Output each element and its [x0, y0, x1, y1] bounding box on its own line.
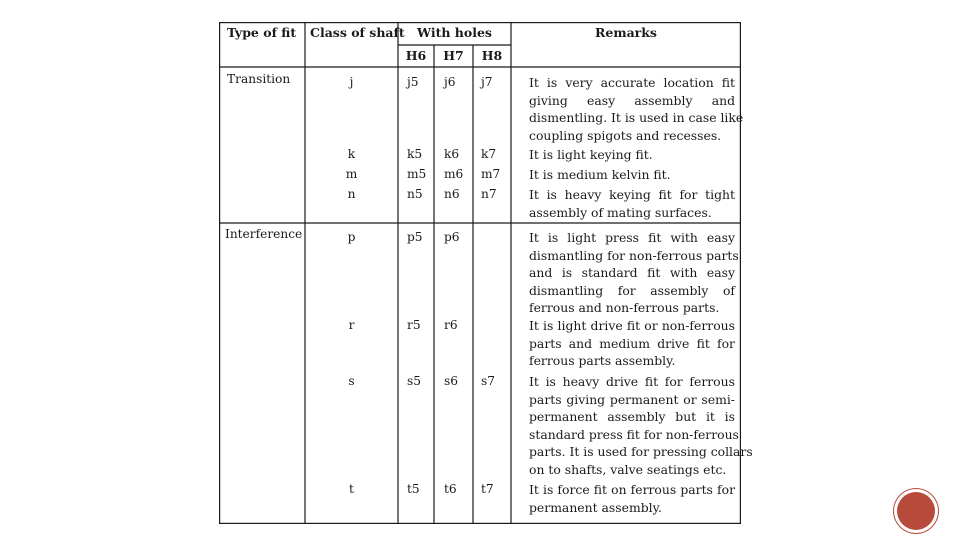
hole-h8-value: m7: [481, 167, 501, 181]
shaft-class: m: [345, 167, 358, 181]
remarks-cell: [529, 166, 735, 184]
remark-line: coupling spigots and recesses.: [529, 127, 722, 143]
remark-line: It is light keying fit.: [529, 147, 653, 162]
remarks-cell: [529, 373, 753, 478]
remark-line: and is standard fit with easy: [529, 265, 735, 280]
remark-line: It is medium kelvin fit.: [529, 167, 671, 182]
remarks-cell: [529, 317, 735, 370]
remark-line: assembly of mating surfaces.: [529, 204, 712, 220]
hole-h6-value: p5: [407, 230, 423, 244]
header-with-holes: With holes: [417, 25, 492, 40]
remark-line: ferrous parts assembly.: [529, 353, 676, 368]
remark-line: It is heavy keying fit for tight: [529, 187, 735, 202]
remark-line: dismantling for non-ferrous parts: [529, 247, 739, 263]
remark-line: parts and medium drive fit for: [529, 335, 735, 351]
hole-h8-value: j7: [481, 75, 493, 89]
hole-h7-value: p6: [444, 230, 460, 244]
remark-line: ferrous and non-ferrous parts.: [529, 300, 720, 315]
header-hole-h8: H8: [481, 48, 503, 63]
hole-h7-value: n6: [444, 187, 460, 201]
hole-h6-value: s5: [407, 374, 422, 388]
remark-line: giving easy assembly and: [529, 92, 735, 108]
shaft-class: r: [348, 318, 355, 332]
remark-line: It is light drive fit or non-ferrous: [529, 318, 735, 333]
remark-line: parts. It is used for pressing collars: [529, 444, 753, 459]
hole-h7-value: m6: [444, 167, 464, 181]
hole-h7-value: j6: [444, 75, 456, 89]
shaft-class: s: [348, 374, 355, 388]
hole-h8-value: t7: [481, 482, 494, 496]
remark-line: standard press fit for non-ferrous: [529, 426, 739, 442]
slide-number-badge: [897, 492, 935, 530]
hole-h6-value: k5: [407, 147, 423, 161]
remark-line: It is force fit on ferrous parts for: [529, 482, 735, 497]
remark-line: on to shafts, valve seatings etc.: [529, 461, 727, 477]
remarks-cell: [529, 74, 744, 144]
hole-h6-value: m5: [407, 167, 427, 181]
fit-type-interference: Interference: [225, 227, 303, 241]
hole-h7-value: t6: [444, 482, 457, 496]
remark-line: It is very accurate location fit: [529, 75, 735, 90]
hole-h7-value: s6: [444, 374, 459, 388]
hole-h6-value: r5: [407, 318, 421, 332]
remark-line: It is heavy drive fit for ferrous: [529, 374, 735, 389]
fits-table: [219, 22, 753, 524]
hole-h6-value: n5: [407, 187, 423, 201]
remarks-cell: [529, 186, 735, 221]
shaft-class: t: [349, 482, 354, 496]
hole-h8-value: s7: [481, 374, 496, 388]
header-hole-h6: H6: [405, 48, 427, 63]
header-class-of-shaft: Class of shaft: [310, 25, 405, 40]
remark-line: permanent assembly but it is: [529, 409, 735, 424]
hole-h8-value: n7: [481, 187, 497, 201]
remarks-cell: [529, 481, 735, 516]
header-type-of-fit: Type of fit: [227, 25, 297, 40]
shaft-class: p: [347, 230, 356, 244]
header-remarks: Remarks: [595, 25, 657, 40]
shaft-class: n: [347, 187, 356, 201]
remark-line: dismentling. It is used in case like: [529, 110, 744, 125]
shaft-class: k: [347, 147, 356, 161]
remark-line: dismantling for assembly of: [529, 282, 735, 298]
hole-h6-value: j5: [407, 75, 419, 89]
remark-line: parts giving permanent or semi-: [529, 391, 735, 407]
header-hole-h7: H7: [443, 48, 464, 63]
hole-h7-value: k6: [444, 147, 460, 161]
fit-type-transition: Transition: [227, 72, 291, 86]
remark-line: permanent assembly.: [529, 499, 662, 515]
remarks-cell: [529, 146, 735, 164]
remark-line: It is light press fit with easy: [529, 230, 735, 245]
hole-h8-value: k7: [481, 147, 497, 161]
remarks-cell: [529, 229, 739, 317]
shaft-class: j: [349, 75, 354, 89]
hole-h7-value: r6: [444, 318, 458, 332]
hole-h6-value: t5: [407, 482, 420, 496]
